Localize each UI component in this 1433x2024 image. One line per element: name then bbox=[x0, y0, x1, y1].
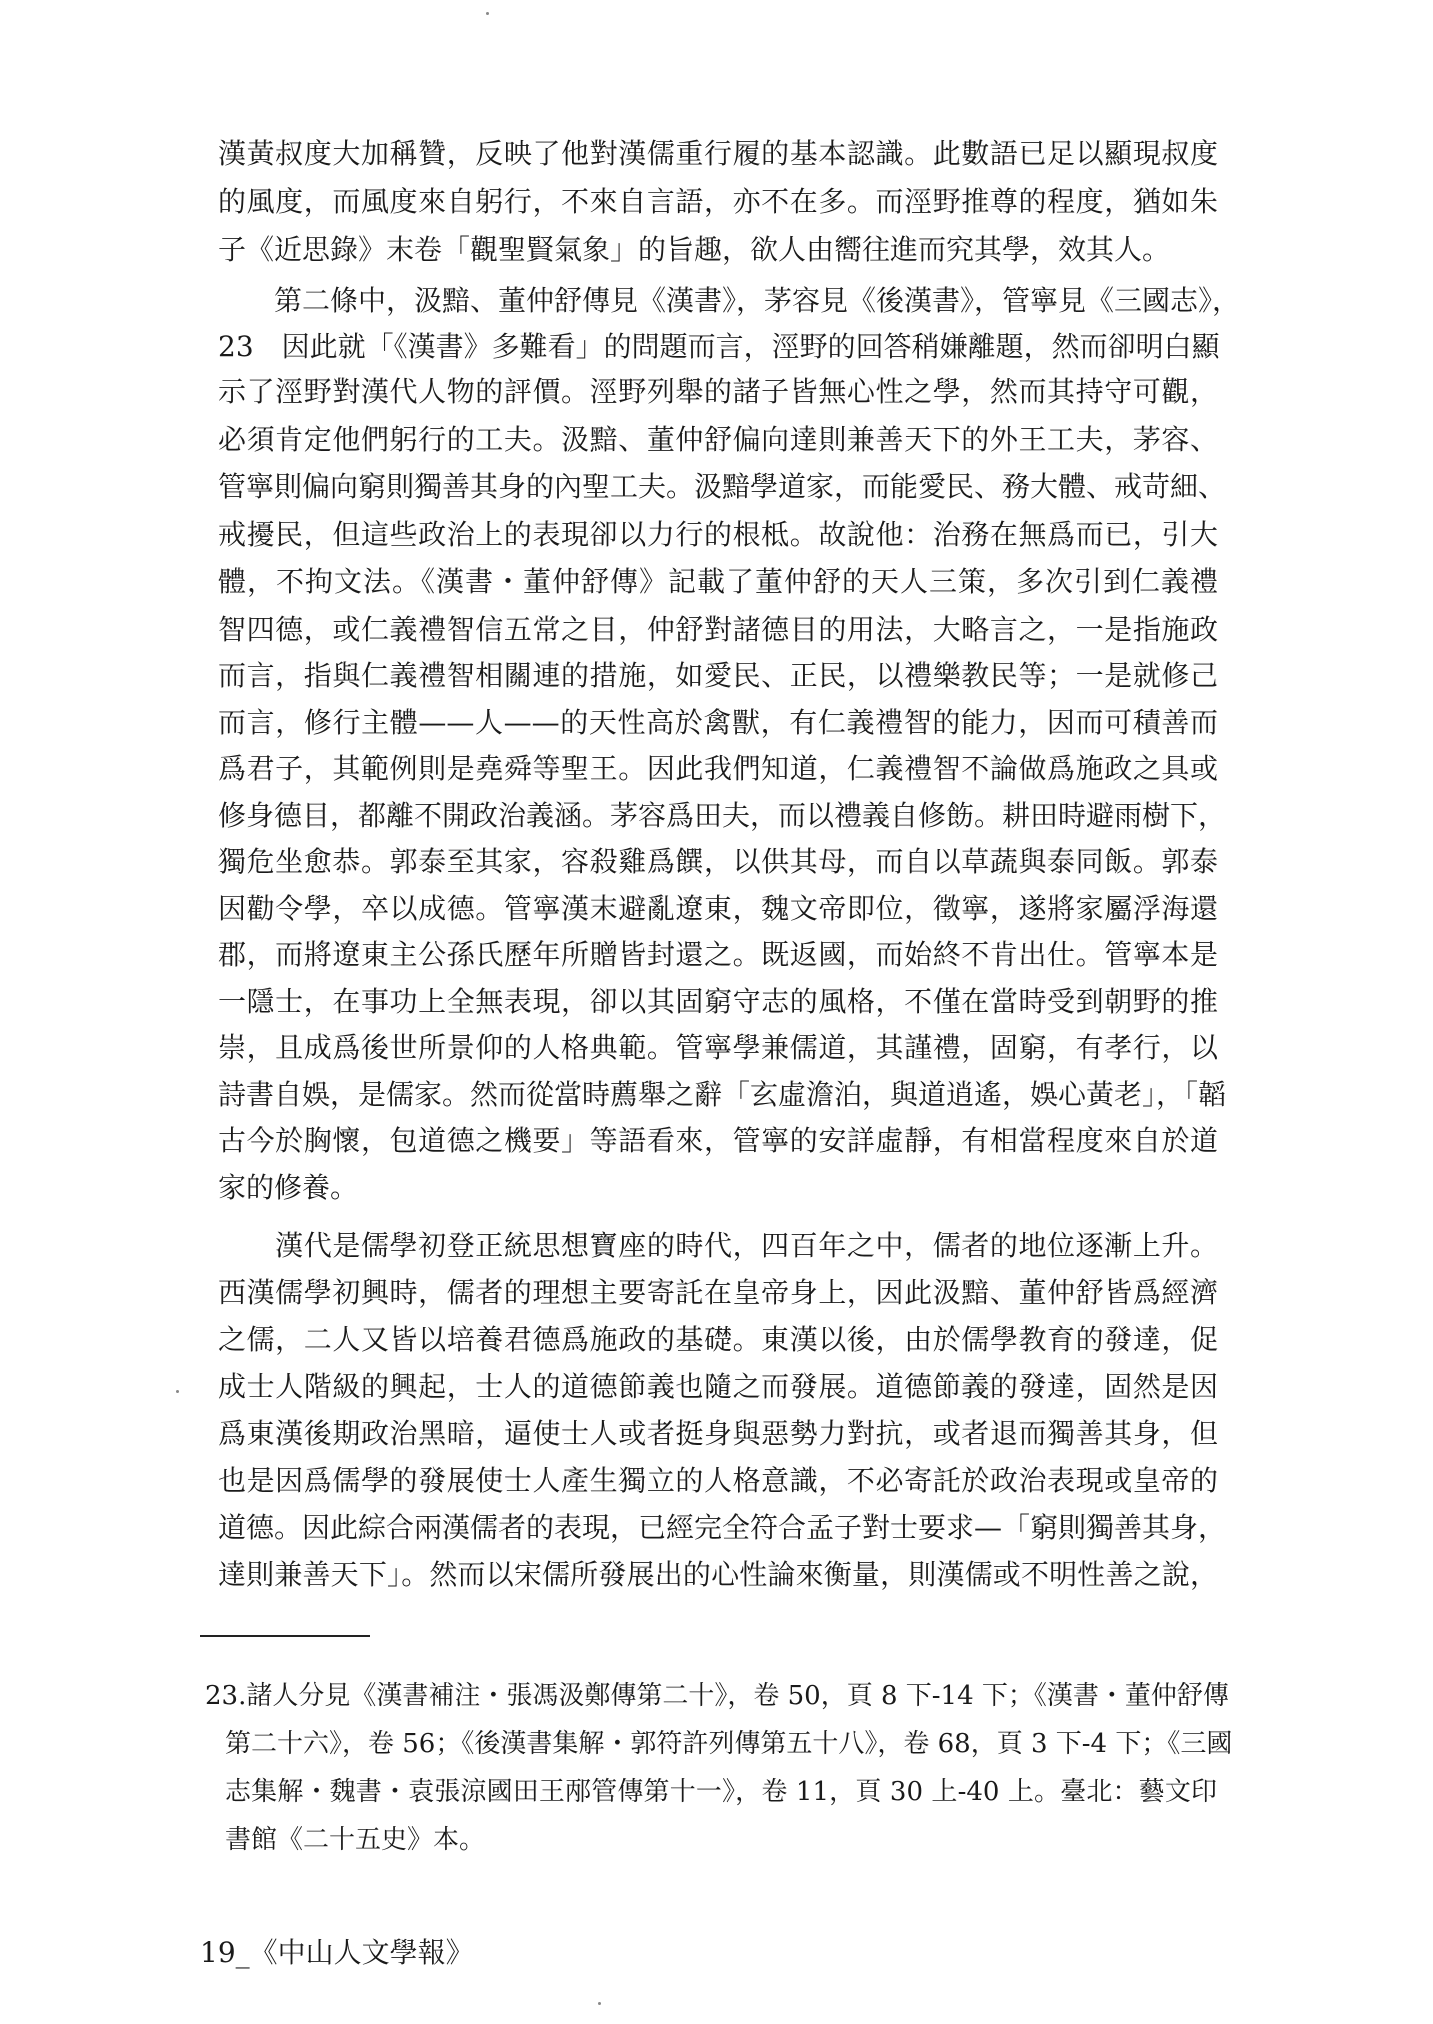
body-line: 漢代是儒學初登正統思想寶座的時代，四百年之中，儒者的地位逐漸上升。 bbox=[218, 1229, 1218, 1262]
body-line: 而言，修行主體——人——的天性高於禽獸，有仁義禮智的能力，因而可積善而 bbox=[218, 706, 1218, 739]
footnote-line: 第二十六》，卷 56；《後漢書集解・郭符許列傳第五十八》，卷 68，頁 3 下-4 下；《三國 bbox=[225, 1729, 1233, 1759]
body-line: 必須肯定他們躬行的工夫。汲黯、董仲舒偏向達則兼善天下的外王工夫，茅容、 bbox=[218, 423, 1218, 456]
footnote-line: 書館《二十五史》本。 bbox=[225, 1825, 486, 1855]
footnote-line: 23.諸人分見《漢書補注・張馮汲鄭傳第二十》，卷 50，頁 8 下-14 下；《漢書・董仲舒傳 bbox=[205, 1681, 1229, 1711]
body-line: 爲君子，其範例則是堯舜等聖王。因此我們知道，仁義禮智不論做爲施政之具或 bbox=[218, 752, 1218, 785]
body-line: 道德。因此綜合兩漢儒者的表現，已經完全符合孟子對士要求—「窮則獨善其身， bbox=[218, 1511, 1227, 1544]
footnote-separator bbox=[200, 1635, 370, 1637]
body-line: 戒擾民，但這些政治上的表現卻以力行的根柢。故說他：治務在無爲而已，引大 bbox=[218, 518, 1218, 551]
body-line: 管寧則偏向窮則獨善其身的內聖工夫。汲黯學道家，而能愛民、務大體、戒苛細、 bbox=[218, 470, 1227, 503]
body-line: 修身德目，都離不開政治義涵。茅容爲田夫，而以禮義自修飭。耕田時避雨樹下， bbox=[218, 799, 1227, 832]
body-line: 示了涇野對漢代人物的評價。涇野列舉的諸子皆無心性之學，然而其持守可觀， bbox=[218, 375, 1218, 408]
body-line: 而言，指與仁義禮智相關連的措施，如愛民、正民，以禮樂教民等；一是就修己 bbox=[218, 659, 1218, 692]
body-line: 23 因此就「《漢書》多難看」的問題而言，涇野的回答稍嫌離題，然而卻明白顯 bbox=[218, 330, 1220, 363]
scan-speck bbox=[598, 2002, 601, 2005]
body-line: 體，不拘文法。《漢書・董仲舒傳》記載了董仲舒的天人三策，多次引到仁義禮 bbox=[218, 565, 1218, 598]
body-line: 成士人階級的興起，士人的道德節義也隨之而發展。道德節義的發達，固然是因 bbox=[218, 1370, 1218, 1403]
scan-speck bbox=[176, 1390, 179, 1393]
body-line: 獨危坐愈恭。郭泰至其家，容殺雞爲饌，以供其母，而自以草蔬與泰同飯。郭泰 bbox=[218, 845, 1218, 878]
body-line: 之儒，二人又皆以培養君德爲施政的基礎。東漢以後，由於儒學教育的發達，促 bbox=[218, 1323, 1218, 1356]
body-line: 爲東漢後期政治黑暗，逼使士人或者挺身與惡勢力對抗，或者退而獨善其身，但 bbox=[218, 1417, 1218, 1450]
body-line: 西漢儒學初興時，儒者的理想主要寄託在皇帝身上，因此汲黯、董仲舒皆爲經濟 bbox=[218, 1276, 1218, 1309]
body-line: 詩書自娛，是儒家。然而從當時薦舉之辭「玄虛澹泊，與道逍遙，娛心黃老」，「韜 bbox=[218, 1078, 1227, 1111]
body-line: 漢黃叔度大加稱贊，反映了他對漢儒重行履的基本認識。此數語已足以顯現叔度 bbox=[218, 137, 1218, 170]
body-line: 也是因爲儒學的發展使士人產生獨立的人格意識，不必寄託於政治表現或皇帝的 bbox=[218, 1464, 1218, 1497]
body-line: 郡，而將遼東主公孫氏歷年所贈皆封還之。既返國，而始終不肯出仕。管寧本是 bbox=[218, 938, 1218, 971]
body-line: 的風度，而風度來自躬行，不來自言語，亦不在多。而涇野推尊的程度，猶如朱 bbox=[218, 185, 1218, 218]
scan-speck bbox=[486, 12, 489, 15]
page-footer: 19_《中山人文學報》 bbox=[200, 1936, 474, 1969]
body-line: 古今於胸懷，包道德之機要」等語看來，管寧的安詳虛靜，有相當程度來自於道 bbox=[218, 1124, 1218, 1157]
body-line: 第二條中，汲黯、董仲舒傳見《漢書》，茅容見《後漢書》，管寧見《三國志》， bbox=[218, 284, 1241, 317]
body-line: 因勸令學，卒以成德。管寧漢末避亂遼東，魏文帝即位，徵寧，遂將家屬浮海還 bbox=[218, 892, 1218, 925]
body-line: 智四德，或仁義禮智信五常之目，仲舒對諸德目的用法，大略言之，一是指施政 bbox=[218, 613, 1218, 646]
body-line: 一隱士，在事功上全無表現，卻以其固窮守志的風格，不僅在當時受到朝野的推 bbox=[218, 985, 1218, 1018]
body-line: 家的修養。 bbox=[218, 1171, 359, 1204]
body-line: 達則兼善天下」。然而以宋儒所發展出的心性論來衡量，則漢儒或不明性善之說， bbox=[218, 1558, 1218, 1591]
body-line: 子《近思錄》末卷「觀聖賢氣象」的旨趣，欲人由嚮往進而究其學，效其人。 bbox=[218, 233, 1171, 266]
footnote-line: 志集解・魏書・袁張涼國田王邴管傳第十一》，卷 11，頁 30 上-40 上。臺北：藝文印 bbox=[225, 1777, 1217, 1807]
body-line: 崇，且成爲後世所景仰的人格典範。管寧學兼儒道，其謹禮，固窮，有孝行，以 bbox=[218, 1031, 1218, 1064]
